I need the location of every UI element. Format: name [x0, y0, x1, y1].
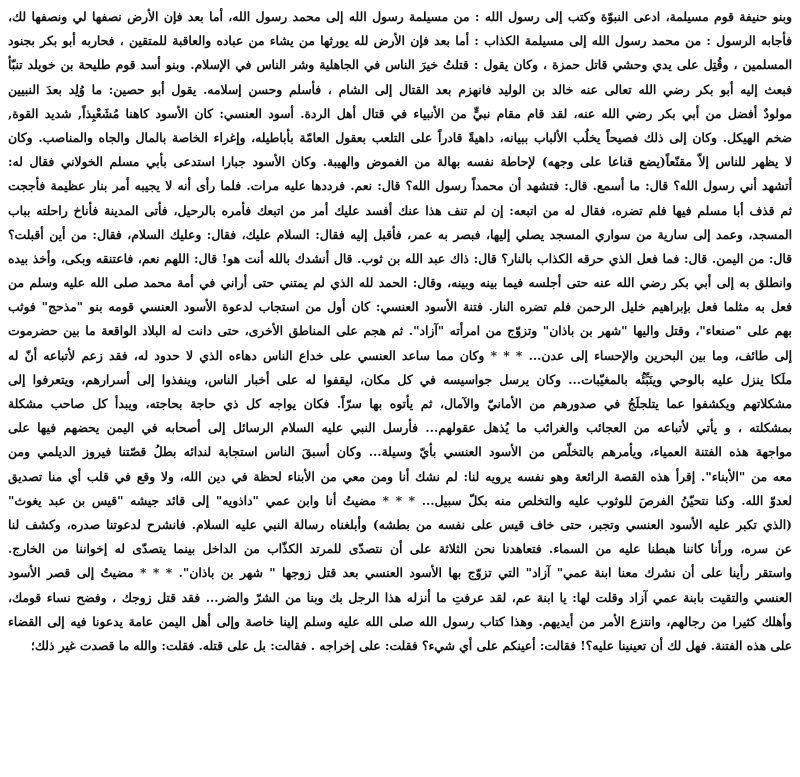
text-line: مولودٌ أفضل من أبي بكر رضي الله عنه، لقد قام مقام نبيٍّ من الأنبياء في قتال أهل الردة. أسود العنسي: كان الأسود كاهنا مُشَعْبِذاً, شديد القوة,	[8, 105, 792, 121]
text-line: العنسي والتقيت بابنة عمي آزاد وقلت لها: يا ابنة عم، لقد عرفتِ ما أنزله هذا الرجل بك وبنا من الشرّ والضر... فقد قتل زوجك ، وفضح نساء قومك،	[8, 589, 792, 605]
text-line: بهم على "صنعاء"، وقتل واليها "شهر بن باذان" وتزوّج من امرأته "آزاد". ثم هجم على المناطق الأخرى، حتى دانت له البلاد الواقعة ما بين حضرموت	[8, 323, 792, 339]
text-line: إلى طائف، وما بين البحرين والإحساء إلى عدن... * * * وكان مما ساعد العنسي على خداع الناس دهاءه الذي لا حدود له، فقد زعم لأتباعه أنّ له	[8, 347, 792, 363]
text-line: وأهلك كثيرا من رجالهم، وانتزع الأمر من أيديهم. وهذا كتاب رسول الله صلى الله عليه وسلم إلينا خاصة وإلى أهل اليمن عامة يدعونا فيه إلى القضاء	[8, 613, 792, 629]
text-line: أتشهد أني رسول الله؟ قال: ما أسمع. قال: فتشهد أن محمداً رسول الله؟ قال: نعم. فرددها عليه مرات. فلما رأى أنه لا يجيبه أمر بنار عظيمة فأججت	[8, 178, 792, 194]
text-line: المسلمين ، وقُتِل على يدي وحشي قاتل حمزة ، وكان يقول : قتلتُ خيرَ الناس في الجاهلية وشر الناس في الإسلام. وبنو أسد قوم طليحة بن خويلد تنبّأ	[8, 57, 792, 73]
text-line: مواجهة هذه الفتنة العمياء، ويأمرهم بالتخلّص من الأسود العنسي بأيّ وسيلة... وكان أسبقَ الناس استجابة لندائه بطلُ قصّتنا فيروز الديلمي ومن	[8, 444, 792, 460]
text-line: فأجابه الرسول : من محمد رسول الله إلى مسيلمة الكذاب : أما بعد فإن الأرض لله يورثها من يشاء من عباده والعاقبة للمتقين ، فحاربه أبو بكر بجنود	[8, 33, 792, 49]
text-line-last: على هذه الفتنة. فهل لك أن تعينينا عليه؟! فقالت: أعينكم على أي شيء؟ فقلت: على إخراجه . فقالت: بل على قتله. فقلت: والله ما قصدت غير ذلك؛	[30, 637, 792, 653]
text-line: لا يظهر للناس إلاّ مقنّعاً(يضع قناعا على وجهه) لإحاطة نفسه بهالة من الغموض والهيبة. وكان الأسود جبارا استدعى بأبي مسلم الخولاني فقال له:	[8, 154, 792, 170]
text-line: لعدوّ الله. وكنا نتحيّنُ الفرصَ للوثوب عليه والتخلص منه بكلّ سبيل... * * * مضيتُ أنا وابن عمي "داذويه" إلى قائد جيشه "قيس بن عبد يغوث"	[8, 492, 792, 508]
text-line: قال: من اليمن. قال: فما فعل الذي حرقه الكذاب بالنار؟ قال: ذاك عبد الله بن ثوب. قال أنشدك بالله أنت هو! قال: اللهم نعم، فاعتنقه وبكى، وأخذ بيده	[8, 250, 792, 266]
text-line: عن سره، ورأنا كاننا هبطنا عليه من السماء. فتعاهدنا نحن الثلاثة على أن نتصدّى للمرتد الكذّاب من الداخل بينما يتصدّى له إخواننا من الخارج.	[8, 541, 792, 557]
text-line: ثم قذف أبا مسلم فيها فلم تضره، فقال له من اتبعه: إن لم تنف هذا عنك أفسد عليك أمر من اتبعك فأمره بالرحيل، فأتى المدينة فأناخ راحلته بباب	[8, 202, 792, 218]
text-line: المسجد، وعمد إلى سارية من سواري المسجد يصلي إليها، فبصر به عمر، فأقبل إليه فقال: السلام عليك، فقال: وعليك السلام، فقال: من أين أقبلت؟	[8, 226, 792, 242]
text-line: فعل به مثلما فعل بإبراهيم خليل الرحمن فلم تضره النار. فتنة الأسود العنسي: كان أول من استجاب لدعوة الأسود العنسي قومه بنو "مذحج" فوثب	[8, 299, 792, 315]
text-line: ملَكا ينزل عليه بالوحي وينَبِّئُه بالمغيّبات... وكان يرسل جواسيسه في كل مكان، ليقفوا له على أخبار الناس، وينفذوا إلى أسرارهم، ويتعرفوا إلى	[8, 371, 792, 387]
text-line: مشكلاتهم ويكشفوا عما يتلجلَجُ في صدورهم من الأمانيّ والآمال، ثم يأتوه بها سرّاً. فكان يواجه كل ذي حاجة بحاجته، ويبدأ كل صاحب مشكلة	[8, 396, 792, 411]
text-line: فبعث إليه أبو بكر رضي الله تعالى عنه خالد بن الوليد فانهزم بعد القتال إلى الشام ، فأسلم وحسن إسلامه. يقول أبو حصين: ما وُلِد بعدَ النبيين	[8, 81, 792, 97]
text-line: وبنو حنيفة قوم مسيلمة، ادعى النبوّة وكتب إلى رسول الله : من مسيلمة رسول الله إلى محمد رسول الله، أما بعد فإن الأرض نصفها لي ونصفها لك،	[8, 9, 792, 24]
text-line: معه من "الأبناء". إقرأ هذه القصة الرائعة وهو نفسه يرويه لنا: لم نشك أنا ومن معي من الأبناء لحظة في دين الله، ولا وقع في قلب أي منا تصديق	[8, 468, 792, 484]
text-line: بمشكلته ، و يأتي لأتباعه من العجائب والغرائب ما يُذهل عقولهم... فأرسل النبي عليه السلام الرسائل إلى أصحابه في اليمن يحضهم فيها على	[8, 420, 792, 436]
text-line: واستقر رأينا على أن نشرك معنا ابنة عمي" آزاد" التي تزوّج بها الأسود العنسي بعد قتل زوجها " شهر بن باذان". * * * مضيتُ إلى قصر الأسود	[8, 565, 792, 581]
text-line: وانطلق به إلى أبي بكر رضي الله عنه حتى أجلسه فيما بينه وبينه، وقال: الحمد لله الذي لم يمتني حتى أراني في أمة محمد صلى الله عليه وسلم من	[8, 275, 792, 291]
text-line: (الذي تكبر عليه الأسود العنسي وتجبر، حتى خاف قيس على نفسه من بطشه) وأبلغناه رسالة النبي عليه السلام. فانشرح لدعوتنا صدره، وكشف لنا	[8, 516, 792, 532]
text-line: ضخم الهيكل. وكان إلى ذلك فصيحاً يخلُب الألباب ببيانه، داهيةً قادراً على التلعب بعقول العامّة بأباطيله، وإغراء الخاصة بالمال والجاه والمناصب. وكان	[8, 129, 792, 145]
